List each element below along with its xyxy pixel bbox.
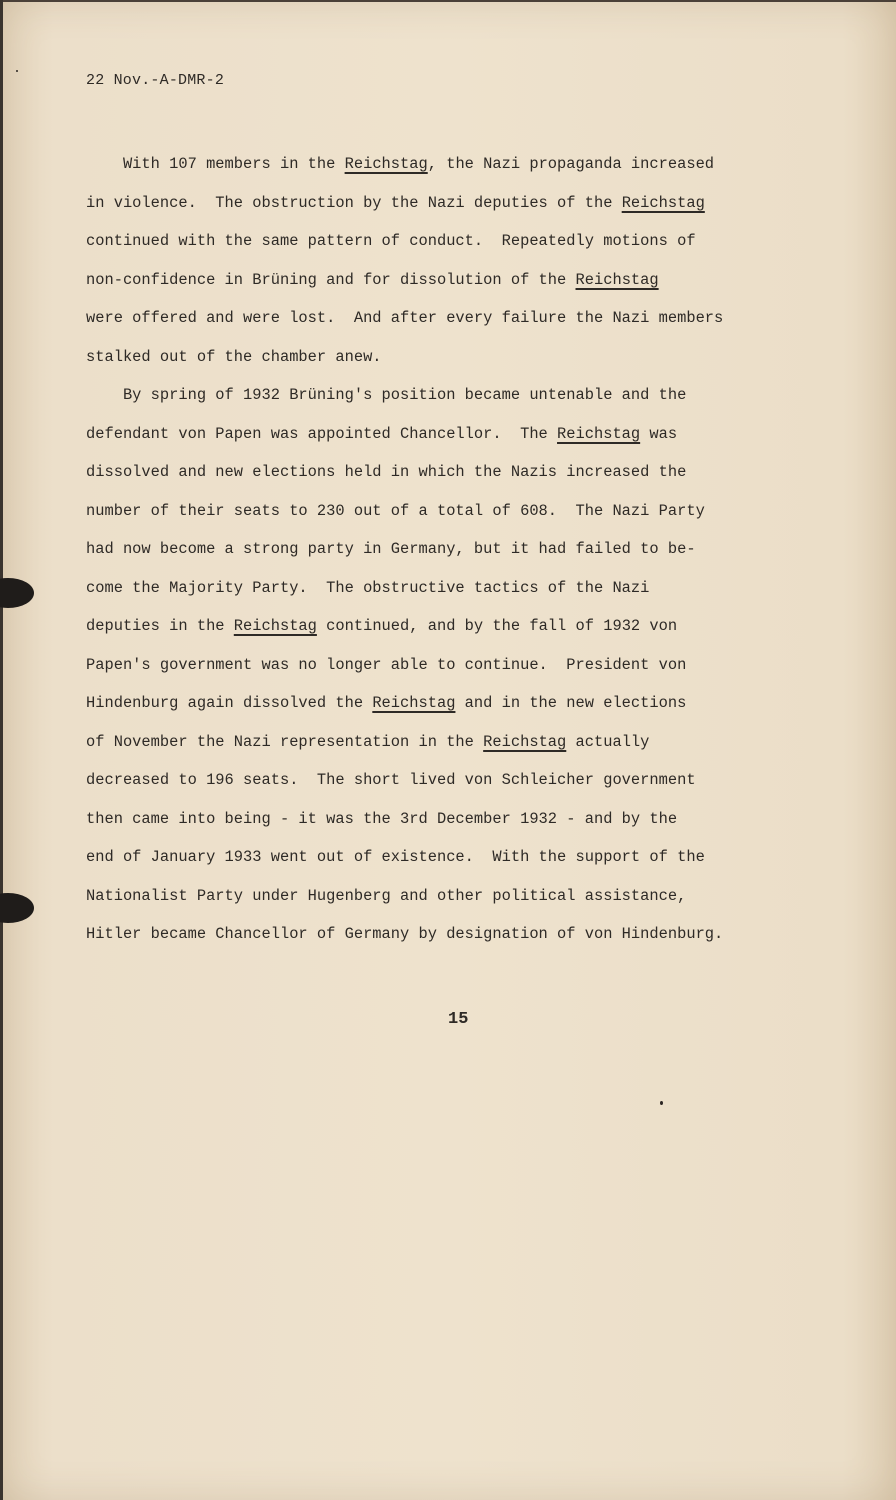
line-segment: come the Majority Party. The obstructive tactics of the Nazi bbox=[86, 578, 650, 597]
line-segment: defendant von Papen was appointed Chancellor. The bbox=[86, 424, 558, 443]
underlined-term: Reichstag bbox=[621, 193, 705, 212]
line-segment: and in the new elections bbox=[455, 694, 687, 712]
body-line bbox=[86, 299, 766, 338]
line-segment: number of their seats to 230 out of a total of 608. The Nazi Party bbox=[86, 501, 705, 520]
underlined-term: Reichstag bbox=[344, 155, 428, 173]
line-segment: non-confidence in Brüning and for dissolution of the bbox=[86, 270, 576, 289]
line-segment: Hindenburg again dissolved the bbox=[86, 694, 373, 712]
document-header: 22 Nov.-A-DMR-2 bbox=[86, 72, 225, 89]
paper-speck bbox=[16, 70, 18, 72]
body-line bbox=[86, 415, 766, 454]
body-line bbox=[86, 684, 766, 723]
underlined-term: Reichstag bbox=[557, 424, 641, 443]
line-segment: continued, and by the fall of 1932 von bbox=[316, 617, 678, 635]
body-line bbox=[86, 145, 766, 184]
body-line bbox=[86, 646, 766, 685]
page-top-edge bbox=[0, 0, 896, 2]
body-line bbox=[86, 761, 766, 800]
page-number: 15 bbox=[448, 1010, 469, 1029]
line-segment: Hitler became Chancellor of Germany by designation of von Hindenburg. bbox=[86, 925, 724, 943]
body-line bbox=[86, 261, 766, 300]
body-line bbox=[86, 607, 766, 646]
line-segment: were offered and were lost. And after every failure the Nazi members bbox=[86, 309, 724, 327]
underlined-term: Reichstag bbox=[483, 732, 567, 751]
line-segment: Nationalist Party under Hugenberg and other political assistance, bbox=[86, 886, 687, 905]
line-segment: , the Nazi propaganda increased bbox=[427, 155, 715, 173]
line-segment: dissolved and new elections held in which the Nazis increased the bbox=[86, 463, 687, 481]
page-left-edge bbox=[0, 0, 3, 1500]
body-line bbox=[86, 453, 766, 492]
line-segment: Papen's government was no longer able to continue. President von bbox=[86, 655, 687, 674]
line-segment: actually bbox=[566, 732, 650, 751]
punch-hole-lower bbox=[0, 893, 34, 923]
body-line bbox=[86, 338, 766, 377]
body-line bbox=[86, 184, 766, 223]
line-segment: in violence. The obstruction by the Nazi deputies of the bbox=[86, 193, 622, 212]
line-segment: stalked out of the chamber anew. bbox=[86, 347, 382, 366]
line-segment: end of January 1933 went out of existence. With the support of the bbox=[86, 848, 705, 866]
underlined-term: Reichstag bbox=[575, 270, 659, 289]
body-line bbox=[86, 877, 766, 916]
underlined-term: Reichstag bbox=[233, 617, 317, 635]
body-line bbox=[86, 492, 766, 531]
line-segment: continued with the same pattern of conduct. Repeatedly motions of bbox=[86, 232, 696, 250]
document-body bbox=[86, 145, 766, 954]
body-line bbox=[86, 376, 766, 415]
underlined-term: Reichstag bbox=[372, 694, 456, 712]
body-line bbox=[86, 838, 766, 877]
line-segment: was bbox=[640, 424, 678, 443]
body-line bbox=[86, 915, 766, 954]
body-line bbox=[86, 723, 766, 762]
body-line bbox=[86, 800, 766, 839]
body-line bbox=[86, 569, 766, 608]
line-segment: decreased to 196 seats. The short lived von Schleicher government bbox=[86, 771, 696, 789]
line-segment: then came into being - it was the 3rd December 1932 - and by the bbox=[86, 809, 678, 828]
line-segment: By spring of 1932 Brüning's position became untenable and the bbox=[86, 386, 687, 404]
body-line bbox=[86, 530, 766, 569]
punch-hole-upper bbox=[0, 578, 34, 608]
line-segment: had now become a strong party in Germany, but it had failed to be- bbox=[86, 540, 696, 558]
line-segment: With 107 members in the bbox=[86, 155, 345, 173]
line-segment: of November the Nazi representation in the bbox=[86, 732, 484, 751]
line-segment: deputies in the bbox=[86, 617, 234, 635]
paper-speck bbox=[660, 1101, 663, 1105]
body-line bbox=[86, 222, 766, 261]
